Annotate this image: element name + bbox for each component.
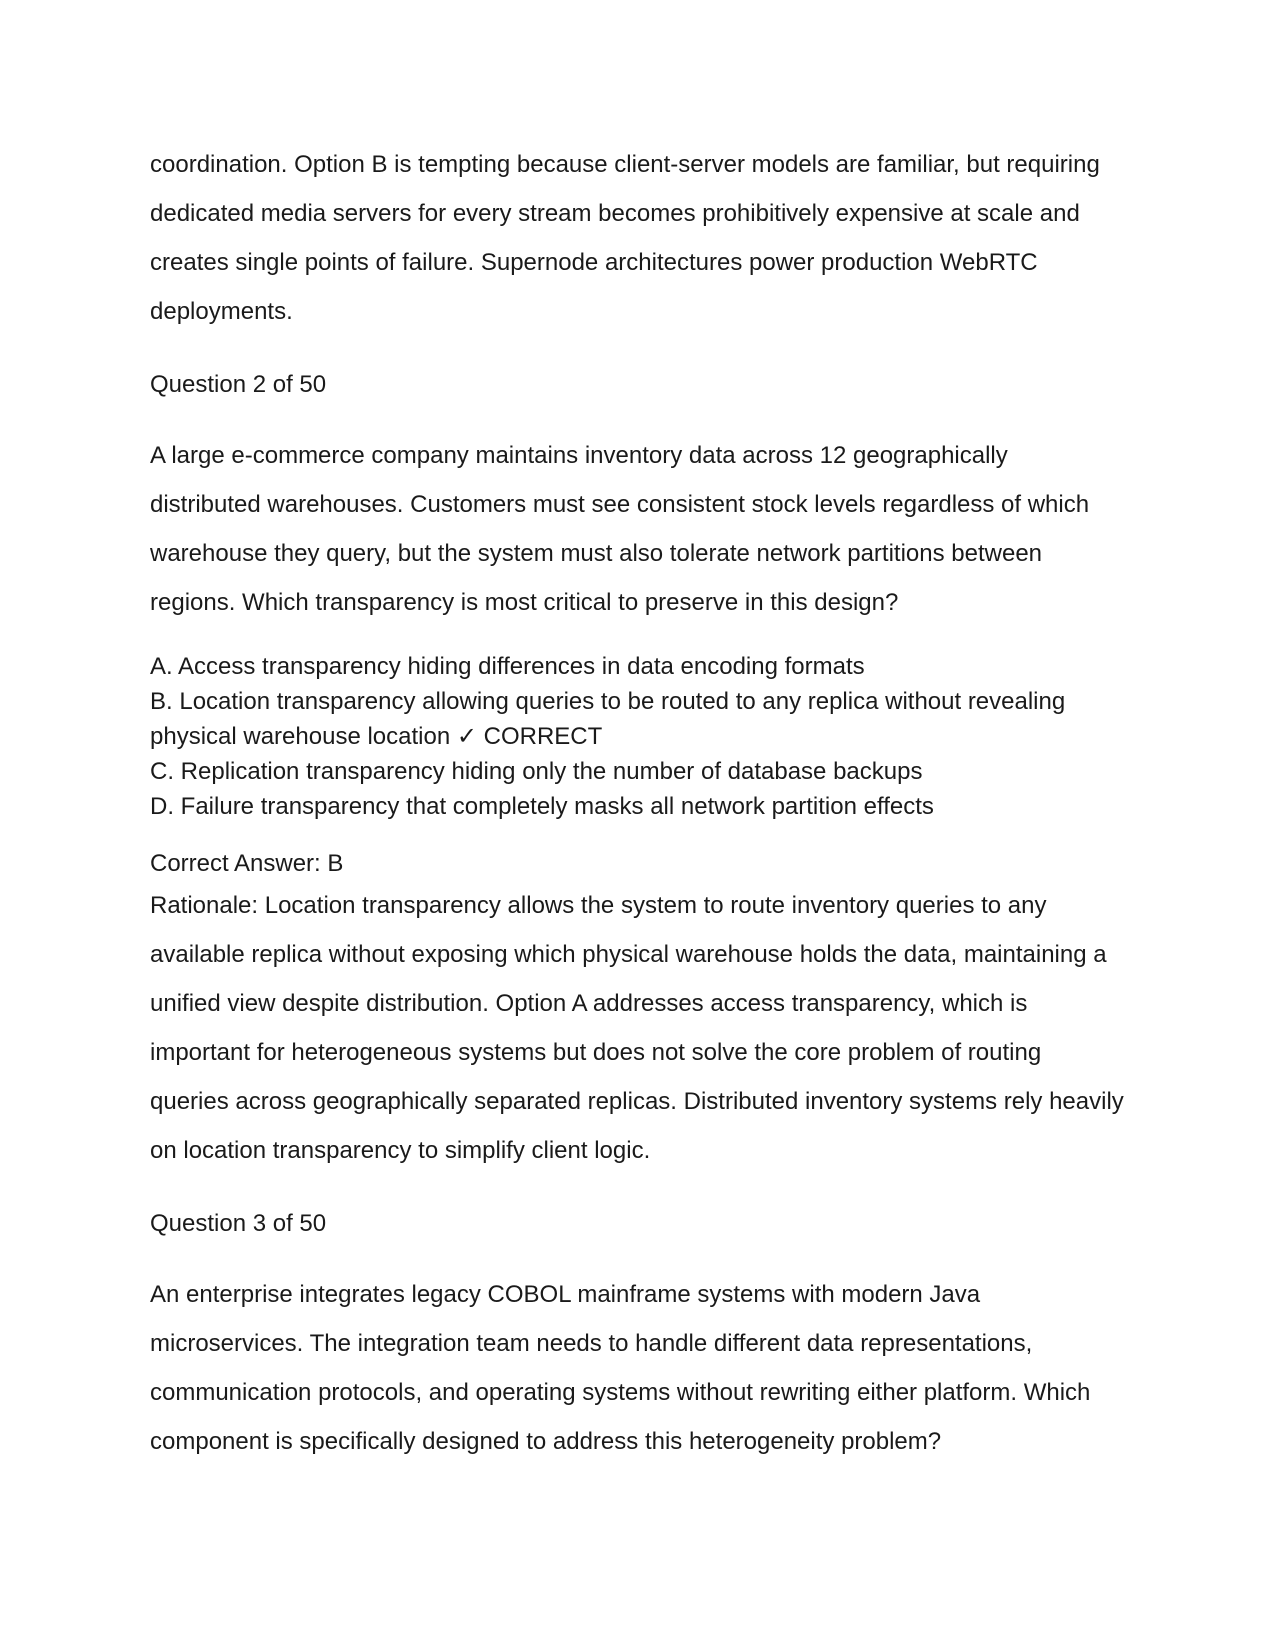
option-a: A. Access transparency hiding differences in data encoding formats	[150, 653, 865, 680]
question-2-stem: A large e-commerce company maintains inventory data across 12 geographically distributed warehouses. Customers must see consistent stock levels regardless of which warehouse they query, but the system must also tolerate network partitions between regions. Which transparency is most critical to preserve in this design?	[150, 442, 1090, 616]
document-page	[150, 140, 1125, 1466]
spacer	[150, 409, 1125, 431]
question-2-options	[150, 649, 1125, 824]
spacer	[150, 627, 1125, 649]
question-3-heading: Question 3 of 50	[150, 1210, 327, 1237]
spacer	[150, 336, 1125, 360]
question-2-heading: Question 2 of 50	[150, 371, 327, 398]
spacer	[150, 824, 1125, 846]
option-c: C. Replication transparency hiding only the number of database backups	[150, 758, 923, 785]
correct-answer: Correct Answer: B	[150, 850, 344, 877]
option-b: B. Location transparency allowing queries to be routed to any replica without revealing physical warehouse location ✓ CORRECT	[150, 688, 1066, 750]
spacer	[150, 1175, 1125, 1199]
rationale: Rationale: Location transparency allows the system to route inventory queries to any available replica without exposing which physical warehouse holds the data, maintaining a unified view despite distribution. Option A addresses access transparency, which is important for heterogeneous systems but does not solve the core problem of routing queries across geographically separated replicas. Distributed inventory systems rely heavily on location transparency to simplify client logic.	[150, 892, 1124, 1164]
option-d: D. Failure transparency that completely masks all network partition effects	[150, 793, 934, 820]
intro-paragraph: coordination. Option B is tempting because client-server models are familiar, but requiring dedicated media servers for every stream becomes prohibitively expensive at scale and creates single points of failure. Supernode architectures power production WebRTC deployments.	[150, 151, 1100, 325]
question-3-stem: An enterprise integrates legacy COBOL mainframe systems with modern Java microservices. The integration team needs to handle different data representations, communication protocols, and operating systems without rewriting either platform. Which component is specifically designed to address this heterogeneity problem?	[150, 1281, 1091, 1455]
spacer	[150, 1248, 1125, 1270]
